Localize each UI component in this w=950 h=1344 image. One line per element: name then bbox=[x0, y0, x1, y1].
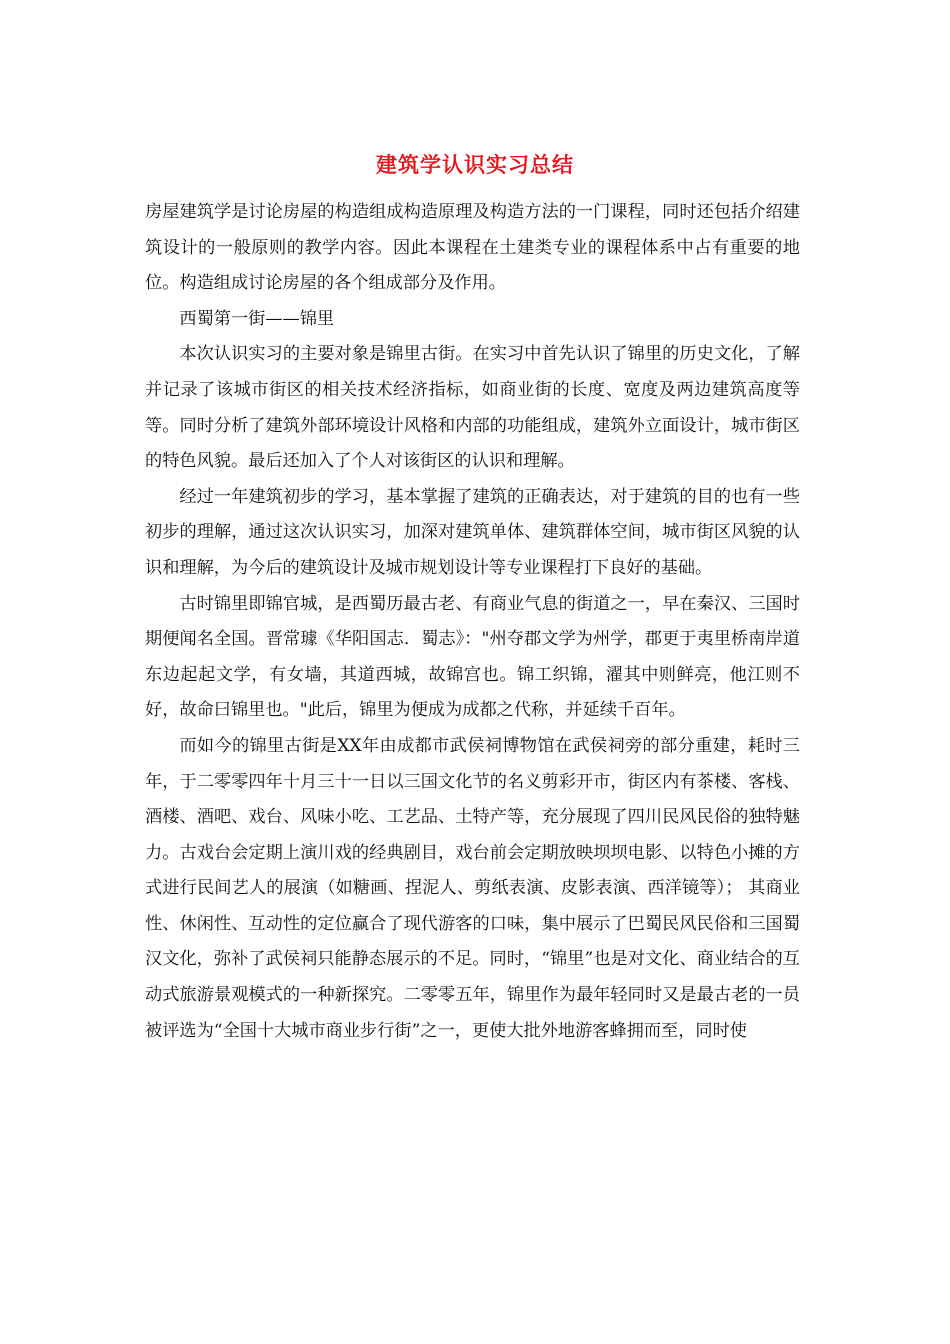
paragraph: 古时锦里即锦官城，是西蜀历最古老、有商业气息的街道之一，早在秦汉、三国时期便闻名全国。晋常璩《华阳国志．蜀志》："州夺郡文学为州学，郡更于夷里桥南岸道东边起起文学，有女墙，其道西城，故锦宫也。锦工织锦，濯其中则鲜亮，他江则不好，故命曰锦里也。"此后，锦里为便成为成都之代称，并延续千百年。 bbox=[145, 593, 800, 721]
paragraph-intro: 房屋建筑学是讨论房屋的构造组成构造原理及构造方法的一门课程，同时还包括介绍建筑设计的一般原则的教学内容。因此本课程在土建类专业的课程体系中占有重要的地位。构造组成讨论房屋的各个组成部分及作用。 bbox=[145, 202, 800, 294]
document-body bbox=[145, 195, 800, 1049]
paragraph: 经过一年建筑初步的学习，基本掌握了建筑的正确表达，对于建筑的目的也有一些初步的理解，通过这次认识实习，加深对建筑单体、建筑群体空间，城市街区风貌的认识和理解，为今后的建筑设计及城市规划设计等专业课程打下良好的基础。 bbox=[145, 486, 800, 578]
page-title: 建筑学认识实习总结 bbox=[376, 152, 574, 177]
paragraph: 本次认识实习的主要对象是锦里古街。在实习中首先认识了锦里的历史文化，了解并记录了该城市街区的相关技术经济指标，如商业街的长度、宽度及两边建筑高度等等。同时分析了建筑外部环境设计风格和内部的功能组成，建筑外立面设计，城市街区的特色风貌。最后还加入了个人对该街区的认识和理解。 bbox=[145, 344, 800, 472]
section-heading: 西蜀第一街——锦里 bbox=[179, 308, 335, 329]
paragraph: 而如今的锦里古街是XX年由成都市武侯祠博物馆在武侯祠旁的部分重建，耗时三年，于二零零四年十月三十一日以三国文化节的名义剪彩开市，街区内有茶楼、客栈、酒楼、酒吧、戏台、风味小吃、工艺品、土特产等，充分展现了四川民风民俗的独特魅力。古戏台会定期上演川戏的经典剧目，戏台前会定期放映坝坝电影、以特色小摊的方式进行民间艺人的展演（如糖画、捏泥人、剪纸表演、皮影表演、西洋镜等）； 其商业性、休闲性、互动性的定位赢合了现代游客的口味，集中展示了巴蜀民风民俗和三国蜀汉文化，弥补了武侯祠只能静态展示的不足。同时，“锦里”也是对文化、商业结合的互动式旅游景观模式的一种新探究。二零零五年，锦里作为最年轻同时又是最古老的一员被评选为“全国十大城市商业步行街”之一，更使大批外地游客蜂拥而至，同时使 bbox=[145, 735, 800, 1041]
